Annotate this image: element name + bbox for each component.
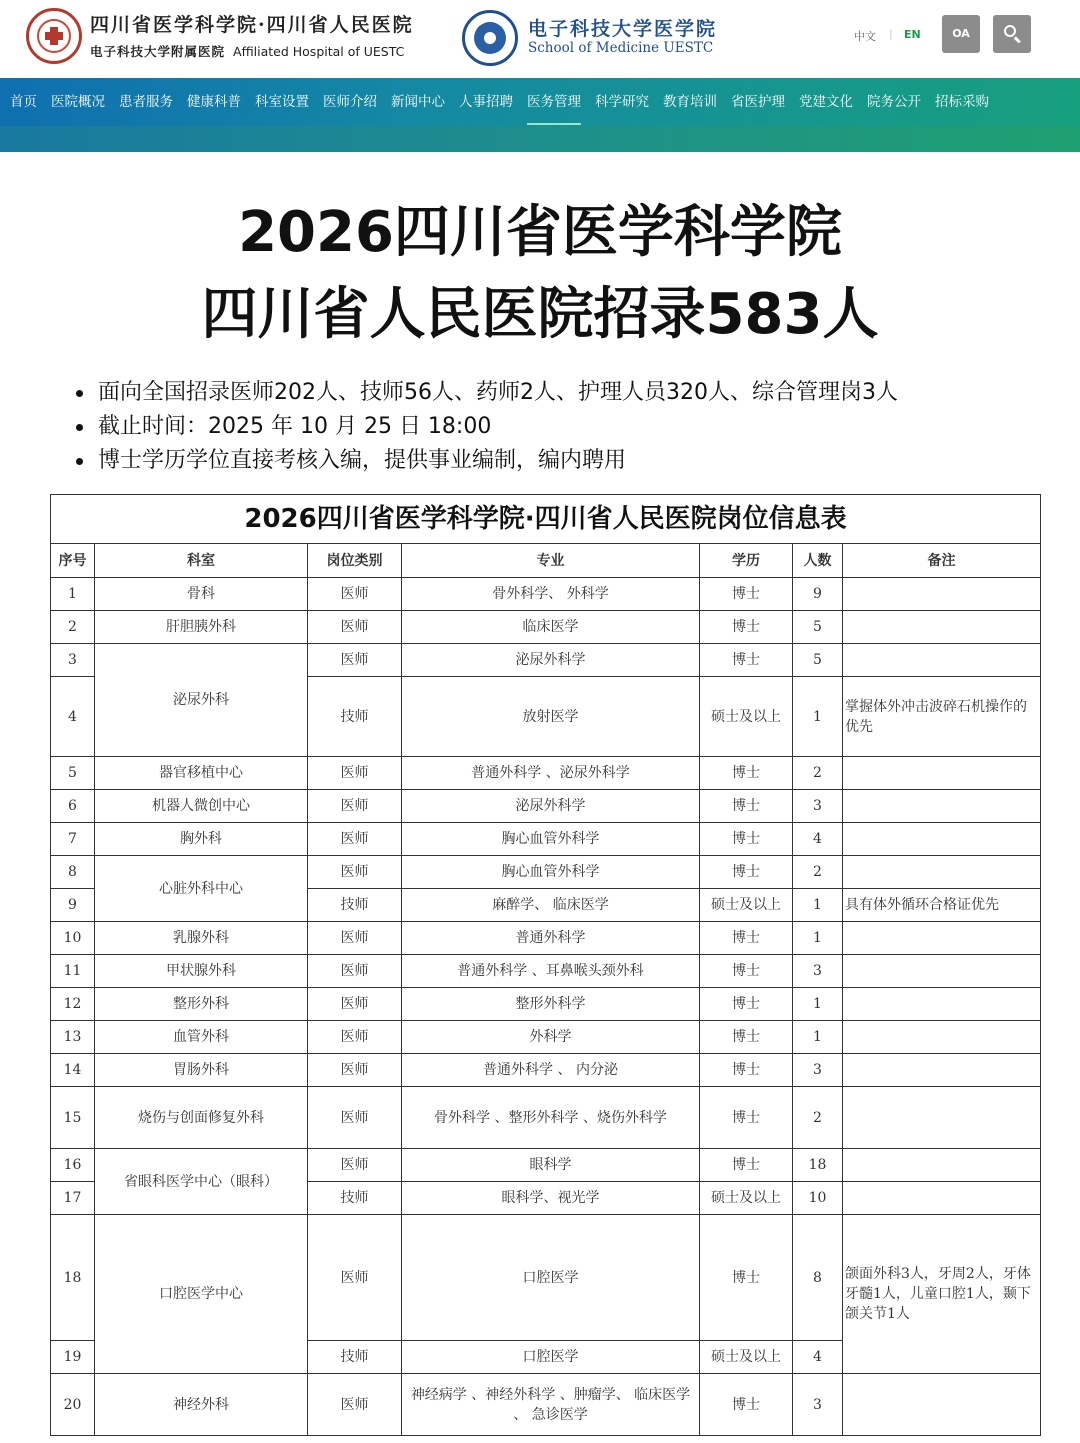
- cell-count: 8: [793, 1215, 843, 1341]
- col-header-count: 人数: [793, 544, 843, 578]
- nav-item[interactable]: 人事招聘: [459, 94, 513, 110]
- cell-dept: 泌尿外科: [95, 644, 308, 757]
- cell-dept: 口腔医学中心: [95, 1215, 308, 1374]
- cell-count: 1: [793, 677, 843, 757]
- hospital-subtitle-cn: 电子科技大学附属医院: [90, 44, 226, 59]
- cell-count: 3: [793, 1054, 843, 1087]
- main-nav: [0, 78, 1080, 152]
- cell-count: 1: [793, 1021, 843, 1054]
- cell-edu: 博士: [700, 955, 793, 988]
- summary-item: 博士学历学位直接考核入编，提供事业编制，编内聘用: [74, 444, 898, 478]
- table-row: [51, 1087, 1041, 1149]
- hospital-subtitle-en: Affiliated Hospital of UESTC: [233, 44, 405, 59]
- nav-items: [0, 92, 993, 116]
- cell-edu: 博士: [700, 1149, 793, 1182]
- cell-no: 6: [51, 790, 95, 823]
- cell-type: 技师: [308, 889, 402, 922]
- cell-major: 骨外科学 、整形外科学 、烧伤外科学: [402, 1087, 700, 1149]
- cell-dept: 烧伤与创面修复外科: [95, 1087, 308, 1149]
- cell-major: 普通外科学 、泌尿外科学: [402, 757, 700, 790]
- cell-major: 普通外科学 、 内分泌: [402, 1054, 700, 1087]
- cell-no: 5: [51, 757, 95, 790]
- cell-major: 放射医学: [402, 677, 700, 757]
- cell-major: 神经病学 、神经外科学 、肿瘤学、 临床医学 、 急诊医学: [402, 1374, 700, 1436]
- cell-no: 9: [51, 889, 95, 922]
- nav-item[interactable]: 党建文化: [799, 94, 853, 110]
- headline-line-1: 2026四川省医学科学院: [238, 200, 842, 265]
- nav-item[interactable]: 科学研究: [595, 94, 649, 110]
- cell-major: 普通外科学: [402, 922, 700, 955]
- table-row: [51, 790, 1041, 823]
- cell-dept: 器官移植中心: [95, 757, 308, 790]
- summary-item: 截止时间：2025 年 10 月 25 日 18:00: [74, 410, 898, 444]
- cell-count: 1: [793, 889, 843, 922]
- cell-type: 医师: [308, 955, 402, 988]
- col-header-note: 备注: [843, 544, 1041, 578]
- nav-item[interactable]: 患者服务: [119, 94, 173, 110]
- cell-edu: 博士: [700, 988, 793, 1021]
- table-row: [51, 578, 1041, 611]
- cell-count: 10: [793, 1182, 843, 1215]
- cell-no: 1: [51, 578, 95, 611]
- cell-no: 11: [51, 955, 95, 988]
- cell-no: 8: [51, 856, 95, 889]
- cell-note: [843, 1021, 1041, 1054]
- cell-edu: 硕士及以上: [700, 1182, 793, 1215]
- cell-type: 医师: [308, 922, 402, 955]
- cell-no: 13: [51, 1021, 95, 1054]
- cell-major: 泌尿外科学: [402, 644, 700, 677]
- table-row: [51, 644, 1041, 677]
- cell-note: [843, 988, 1041, 1021]
- cell-type: 技师: [308, 1341, 402, 1374]
- table-row: [51, 611, 1041, 644]
- summary-list: [74, 376, 898, 478]
- cell-edu: 博士: [700, 644, 793, 677]
- table-row: [51, 1021, 1041, 1054]
- school-logo[interactable]: [462, 10, 518, 66]
- cell-major: 普通外科学 、耳鼻喉头颈外科: [402, 955, 700, 988]
- nav-item[interactable]: 新闻中心: [391, 94, 445, 110]
- cell-edu: 博士: [700, 1215, 793, 1341]
- nav-item[interactable]: 医院概况: [51, 94, 105, 110]
- cell-type: 医师: [308, 611, 402, 644]
- cell-dept: 胸外科: [95, 823, 308, 856]
- hospital-logo[interactable]: [26, 8, 82, 64]
- cell-count: 4: [793, 1341, 843, 1374]
- cell-count: 2: [793, 856, 843, 889]
- cell-type: 医师: [308, 1374, 402, 1436]
- cell-type: 医师: [308, 988, 402, 1021]
- cell-count: 5: [793, 611, 843, 644]
- page-headline: [0, 192, 1080, 356]
- cell-edu: 博士: [700, 790, 793, 823]
- cell-count: 18: [793, 1149, 843, 1182]
- nav-item[interactable]: 招标采购: [935, 94, 989, 110]
- nav-item[interactable]: 教育培训: [663, 94, 717, 110]
- school-subtitle: School of Medicine UESTC: [528, 40, 714, 56]
- hospital-title[interactable]: 四川省医学科学院·四川省人民医院: [90, 14, 414, 36]
- cell-note: [843, 1149, 1041, 1182]
- cell-major: 口腔医学: [402, 1341, 700, 1374]
- col-header-dept: 科室: [95, 544, 308, 578]
- cell-no: 15: [51, 1087, 95, 1149]
- cell-type: 医师: [308, 644, 402, 677]
- cell-count: 4: [793, 823, 843, 856]
- nav-banner-strip: [0, 126, 1080, 152]
- cell-count: 5: [793, 644, 843, 677]
- table-row: [51, 823, 1041, 856]
- cell-edu: 博士: [700, 922, 793, 955]
- nav-item[interactable]: 首页: [10, 94, 37, 110]
- cell-no: 16: [51, 1149, 95, 1182]
- cell-note: [843, 790, 1041, 823]
- cell-no: 10: [51, 922, 95, 955]
- positions-table-wrap: [50, 494, 1040, 1436]
- cell-no: 2: [51, 611, 95, 644]
- table-caption: 2026四川省医学科学院·四川省人民医院岗位信息表: [51, 495, 1041, 544]
- nav-item[interactable]: 健康科普: [187, 94, 241, 110]
- school-title[interactable]: 电子科技大学医学院: [528, 18, 718, 40]
- cell-no: 14: [51, 1054, 95, 1087]
- cell-edu: 博士: [700, 1054, 793, 1087]
- table-row: [51, 757, 1041, 790]
- cell-type: 医师: [308, 578, 402, 611]
- cell-major: 外科学: [402, 1021, 700, 1054]
- search-button[interactable]: [993, 15, 1031, 53]
- cell-no: 19: [51, 1341, 95, 1374]
- cell-note: [843, 856, 1041, 889]
- cell-dept: 胃肠外科: [95, 1054, 308, 1087]
- cell-dept: 省眼科医学中心（眼科）: [95, 1149, 308, 1215]
- col-header-type: 岗位类别: [308, 544, 402, 578]
- cell-count: 3: [793, 955, 843, 988]
- table-row: [51, 955, 1041, 988]
- cell-count: 1: [793, 922, 843, 955]
- lang-divider: |: [889, 27, 893, 40]
- cell-count: 3: [793, 790, 843, 823]
- nav-item[interactable]: 院务公开: [867, 94, 921, 110]
- cell-edu: 博士: [700, 823, 793, 856]
- table-row: [51, 856, 1041, 889]
- cell-dept: 整形外科: [95, 988, 308, 1021]
- cell-note: [843, 644, 1041, 677]
- cell-edu: 博士: [700, 1374, 793, 1436]
- cell-no: 4: [51, 677, 95, 757]
- cell-major: 麻醉学、 临床医学: [402, 889, 700, 922]
- cell-type: 技师: [308, 677, 402, 757]
- cell-dept: 肝胆胰外科: [95, 611, 308, 644]
- cell-edu: 硕士及以上: [700, 677, 793, 757]
- cell-type: 医师: [308, 1149, 402, 1182]
- table-row: [51, 988, 1041, 1021]
- cell-type: 医师: [308, 1215, 402, 1341]
- cell-note: [843, 823, 1041, 856]
- cell-dept: 甲状腺外科: [95, 955, 308, 988]
- col-header-edu: 学历: [700, 544, 793, 578]
- cell-type: 医师: [308, 1054, 402, 1087]
- table-row: [51, 1054, 1041, 1087]
- cell-no: 18: [51, 1215, 95, 1341]
- cell-note: [843, 611, 1041, 644]
- cell-major: 骨外科学、 外科学: [402, 578, 700, 611]
- cell-major: 胸心血管外科学: [402, 856, 700, 889]
- cell-major: 胸心血管外科学: [402, 823, 700, 856]
- nav-item[interactable]: 医师介绍: [323, 94, 377, 110]
- lang-en-link[interactable]: EN: [904, 28, 921, 41]
- positions-table: [50, 494, 1041, 1436]
- cell-major: 眼科学: [402, 1149, 700, 1182]
- cell-note: [843, 1054, 1041, 1087]
- col-header-no: 序号: [51, 544, 95, 578]
- cell-no: 7: [51, 823, 95, 856]
- nav-item[interactable]: 科室设置: [255, 94, 309, 110]
- cell-dept: 血管外科: [95, 1021, 308, 1054]
- cell-edu: 硕士及以上: [700, 889, 793, 922]
- cell-note: 具有体外循环合格证优先: [843, 889, 1041, 922]
- cell-note: [843, 757, 1041, 790]
- col-header-major: 专业: [402, 544, 700, 578]
- cell-major: 口腔医学: [402, 1215, 700, 1341]
- summary-item: 面向全国招录医师202人、技师56人、药师2人、护理人员320人、综合管理岗3人: [74, 376, 898, 410]
- cell-type: 医师: [308, 1087, 402, 1149]
- cell-no: 17: [51, 1182, 95, 1215]
- cell-edu: 博士: [700, 757, 793, 790]
- cell-edu: 硕士及以上: [700, 1341, 793, 1374]
- cell-type: 医师: [308, 1021, 402, 1054]
- cell-note: 颌面外科3人，牙周2人，牙体牙髓1人，儿童口腔1人，颞下颌关节1人: [843, 1215, 1041, 1374]
- cell-type: 医师: [308, 757, 402, 790]
- cell-major: 临床医学: [402, 611, 700, 644]
- cell-dept: 神经外科: [95, 1374, 308, 1436]
- cell-major: 眼科学、视光学: [402, 1182, 700, 1215]
- cell-dept: 心脏外科中心: [95, 856, 308, 922]
- cell-dept: 乳腺外科: [95, 922, 308, 955]
- cell-edu: 博士: [700, 578, 793, 611]
- cell-type: 医师: [308, 790, 402, 823]
- cell-no: 3: [51, 644, 95, 677]
- cell-edu: 博士: [700, 856, 793, 889]
- hospital-subtitle: [90, 42, 404, 60]
- cell-note: [843, 955, 1041, 988]
- cell-type: 技师: [308, 1182, 402, 1215]
- cell-major: 整形外科学: [402, 988, 700, 1021]
- cell-note: [843, 1374, 1041, 1436]
- cell-note: [843, 1182, 1041, 1215]
- cell-major: 泌尿外科学: [402, 790, 700, 823]
- table-row: [51, 1149, 1041, 1182]
- cell-note: 掌握体外冲击波碎石机操作的优先: [843, 677, 1041, 757]
- cell-edu: 博士: [700, 1087, 793, 1149]
- cell-no: 12: [51, 988, 95, 1021]
- headline-line-2: 四川省人民医院招录583人: [201, 282, 879, 347]
- cell-count: 2: [793, 757, 843, 790]
- cell-note: [843, 1087, 1041, 1149]
- cell-type: 医师: [308, 823, 402, 856]
- table-row: [51, 922, 1041, 955]
- cell-count: 3: [793, 1374, 843, 1436]
- cell-no: 20: [51, 1374, 95, 1436]
- cell-edu: 博士: [700, 611, 793, 644]
- cell-count: 9: [793, 578, 843, 611]
- table-row: [51, 1374, 1041, 1436]
- cell-count: 2: [793, 1087, 843, 1149]
- table-row: [51, 1215, 1041, 1341]
- cell-note: [843, 578, 1041, 611]
- table-body: [51, 578, 1041, 1436]
- cell-edu: 博士: [700, 1021, 793, 1054]
- nav-item[interactable]: 医务管理: [527, 92, 581, 116]
- cell-count: 1: [793, 988, 843, 1021]
- cell-type: 医师: [308, 856, 402, 889]
- cell-dept: 机器人微创中心: [95, 790, 308, 823]
- nav-item[interactable]: 省医护理: [731, 94, 785, 110]
- lang-cn-link[interactable]: 中文: [854, 30, 876, 43]
- oa-button[interactable]: OA: [942, 15, 980, 53]
- cell-note: [843, 922, 1041, 955]
- site-header: [0, 0, 1080, 78]
- cell-dept: 骨科: [95, 578, 308, 611]
- table-header-row: [51, 544, 1041, 578]
